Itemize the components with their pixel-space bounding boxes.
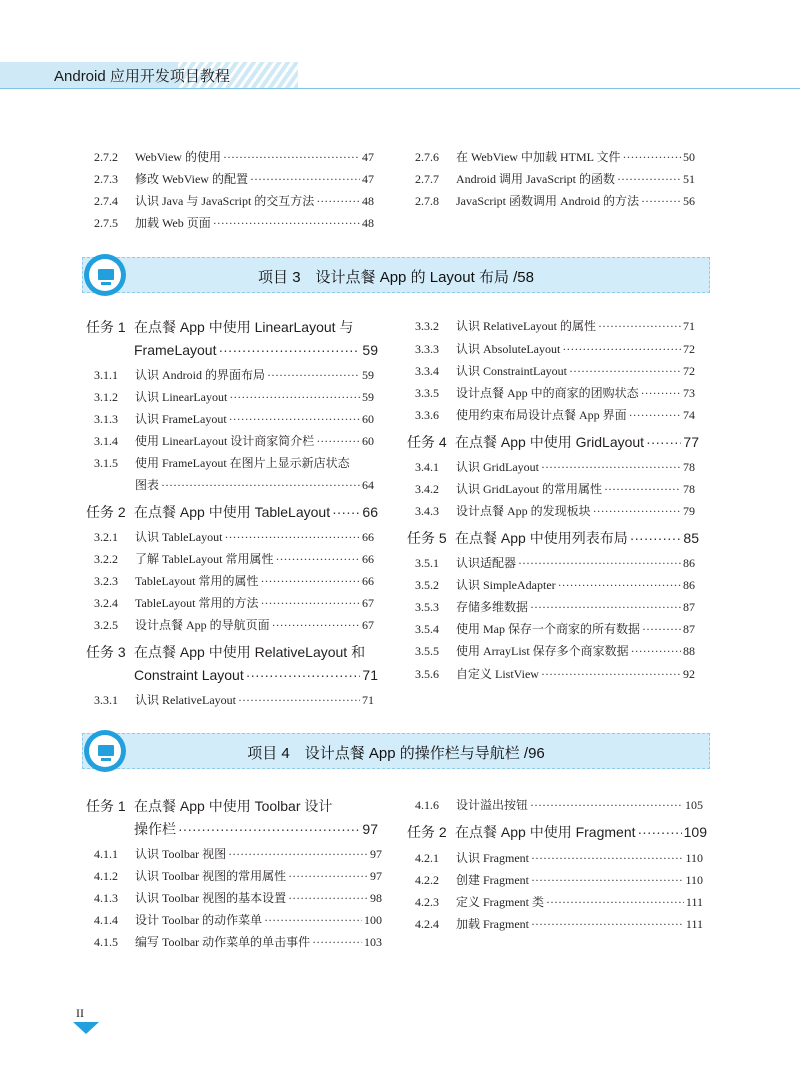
monitor-icon xyxy=(84,730,126,772)
toc-entry[interactable]: 3.4.3 设计点餐 App 的发现板块 ····· 79 xyxy=(415,503,695,519)
toc-entry[interactable]: 3.5.5 使用 ArrayList 保存多个商家数据 ····· 88 xyxy=(415,643,695,659)
task-heading[interactable]: 任务 4 在点餐 App 中使用 GridLayout ····· 77 xyxy=(407,433,699,451)
toc-entry[interactable]: 2.7.8 JavaScript 函数调用 Android 的方法 ····· 56 xyxy=(415,193,695,209)
toc-entry[interactable]: 4.2.2 创建 Fragment ····· 110 xyxy=(415,872,703,888)
project-3-title: 项目 3 设计点餐 App 的 Layout 布局 /58 xyxy=(258,269,534,286)
toc-entry[interactable]: 4.1.3 认识 Toolbar 视图的基本设置 ····· 98 xyxy=(94,890,382,906)
toc-entry[interactable]: 3.1.1 认识 Android 的界面布局 ····· 59 xyxy=(94,367,374,383)
toc-entry[interactable]: 3.2.4 TableLayout 常用的方法 ····· 67 xyxy=(94,595,374,611)
project-3-banner[interactable] xyxy=(82,257,710,293)
task-heading[interactable]: 任务 5 在点餐 App 中使用列表布局 ····· 85 xyxy=(407,529,699,547)
toc-entry-cont[interactable]: 图表 ····· 64 xyxy=(135,477,374,493)
task-heading[interactable]: 任务 1 在点餐 App 中使用 LinearLayout 与 xyxy=(86,319,354,335)
toc-entry[interactable]: 3.3.4 认识 ConstraintLayout ····· 72 xyxy=(415,363,695,379)
project-4-banner[interactable] xyxy=(82,733,710,769)
toc-entry[interactable]: 3.1.3 认识 FrameLayout ····· 60 xyxy=(94,411,374,427)
project-4-title: 项目 4 设计点餐 App 的操作栏与导航栏 /96 xyxy=(247,745,545,762)
task-heading[interactable]: 任务 2 在点餐 App 中使用 TableLayout ····· 66 xyxy=(86,503,378,521)
book-title: Android 应用开发项目教程 xyxy=(54,68,230,85)
toc-entry[interactable]: 3.3.3 认识 AbsoluteLayout ····· 72 xyxy=(415,341,695,357)
toc-entry[interactable]: 3.2.2 了解 TableLayout 常用属性 ····· 66 xyxy=(94,551,374,567)
toc-entry[interactable]: 4.1.1 认识 Toolbar 视图 ····· 97 xyxy=(94,846,382,862)
toc-entry[interactable]: 3.5.4 使用 Map 保存一个商家的所有数据 ····· 87 xyxy=(415,621,695,637)
toc-entry[interactable]: 3.3.6 使用约束布局设计点餐 App 界面 ····· 74 xyxy=(415,407,695,423)
toc-entry[interactable]: 2.7.2 WebView 的使用 ····· 47 xyxy=(94,149,374,165)
toc-entry[interactable]: 3.3.1 认识 RelativeLayout ····· 71 xyxy=(94,692,374,708)
toc-entry[interactable]: 3.5.6 自定义 ListView ····· 92 xyxy=(415,666,695,682)
triangle-marker-icon xyxy=(73,1022,99,1034)
toc-entry[interactable]: 2.7.4 认识 Java 与 JavaScript 的交互方法 ····· 48 xyxy=(94,193,374,209)
toc-entry[interactable]: 4.1.2 认识 Toolbar 视图的常用属性 ····· 97 xyxy=(94,868,382,884)
task-heading[interactable]: 任务 2 在点餐 App 中使用 Fragment ····· 109 xyxy=(407,823,707,841)
toc-entry[interactable]: 3.2.5 设计点餐 App 的导航页面 ····· 67 xyxy=(94,617,374,633)
toc-entry[interactable]: 2.7.6 在 WebView 中加载 HTML 文件 ····· 50 xyxy=(415,149,695,165)
toc-entry[interactable]: 4.2.4 加载 Fragment ····· 111 xyxy=(415,916,703,932)
toc-entry[interactable]: 4.1.6 设计溢出按钮 ····· 105 xyxy=(415,797,703,813)
page-number: II xyxy=(76,1006,84,1020)
task-heading-cont[interactable]: FrameLayout ····· 59 xyxy=(134,341,378,359)
toc-entry[interactable]: 3.3.5 设计点餐 App 中的商家的团购状态 ····· 73 xyxy=(415,385,695,401)
toc-entry[interactable]: 3.2.1 认识 TableLayout ····· 66 xyxy=(94,529,374,545)
task-heading-cont[interactable]: 操作栏 ····· 97 xyxy=(134,820,378,838)
task-heading-cont[interactable]: Constraint Layout ····· 71 xyxy=(134,666,378,684)
toc-entry[interactable]: 4.1.5 编写 Toolbar 动作菜单的单击事件 ····· 103 xyxy=(94,934,382,950)
running-header xyxy=(0,62,800,88)
task-heading[interactable]: 任务 3 在点餐 App 中使用 RelativeLayout 和 xyxy=(86,644,366,660)
toc-entry[interactable]: 3.5.1 认识适配器 ····· 86 xyxy=(415,555,695,571)
toc-entry[interactable]: 3.1.4 使用 LinearLayout 设计商家简介栏 ····· 60 xyxy=(94,433,374,449)
toc-entry[interactable]: 4.1.4 设计 Toolbar 的动作菜单 ····· 100 xyxy=(94,912,382,928)
toc-entry[interactable]: 2.7.7 Android 调用 JavaScript 的函数 ····· 51 xyxy=(415,171,695,187)
toc-entry[interactable]: 2.7.5 加载 Web 页面 ····· 48 xyxy=(94,215,374,231)
toc-entry[interactable]: 4.2.1 认识 Fragment ····· 110 xyxy=(415,850,703,866)
toc-entry[interactable]: 3.2.3 TableLayout 常用的属性 ····· 66 xyxy=(94,573,374,589)
toc-entry[interactable]: 2.7.3 修改 WebView 的配置 ····· 47 xyxy=(94,171,374,187)
toc-entry[interactable]: 3.1.2 认识 LinearLayout ····· 59 xyxy=(94,389,374,405)
monitor-icon xyxy=(84,254,126,296)
toc-entry[interactable]: 3.4.1 认识 GridLayout ····· 78 xyxy=(415,459,695,475)
task-heading[interactable]: 任务 1 在点餐 App 中使用 Toolbar 设计 xyxy=(86,798,333,814)
toc-entry[interactable]: 4.2.3 定义 Fragment 类 ····· 111 xyxy=(415,894,703,910)
toc-entry[interactable]: 3.3.2 认识 RelativeLayout 的属性 ····· 71 xyxy=(415,318,695,334)
toc-entry[interactable]: 3.4.2 认识 GridLayout 的常用属性 ····· 78 xyxy=(415,481,695,497)
toc-entry[interactable]: 3.5.3 存储多维数据 ····· 87 xyxy=(415,599,695,615)
toc-entry[interactable]: 3.5.2 认识 SimpleAdapter ····· 86 xyxy=(415,577,695,593)
toc-entry[interactable]: 3.1.5 使用 FrameLayout 在图片上显示新店状态 xyxy=(94,456,350,470)
